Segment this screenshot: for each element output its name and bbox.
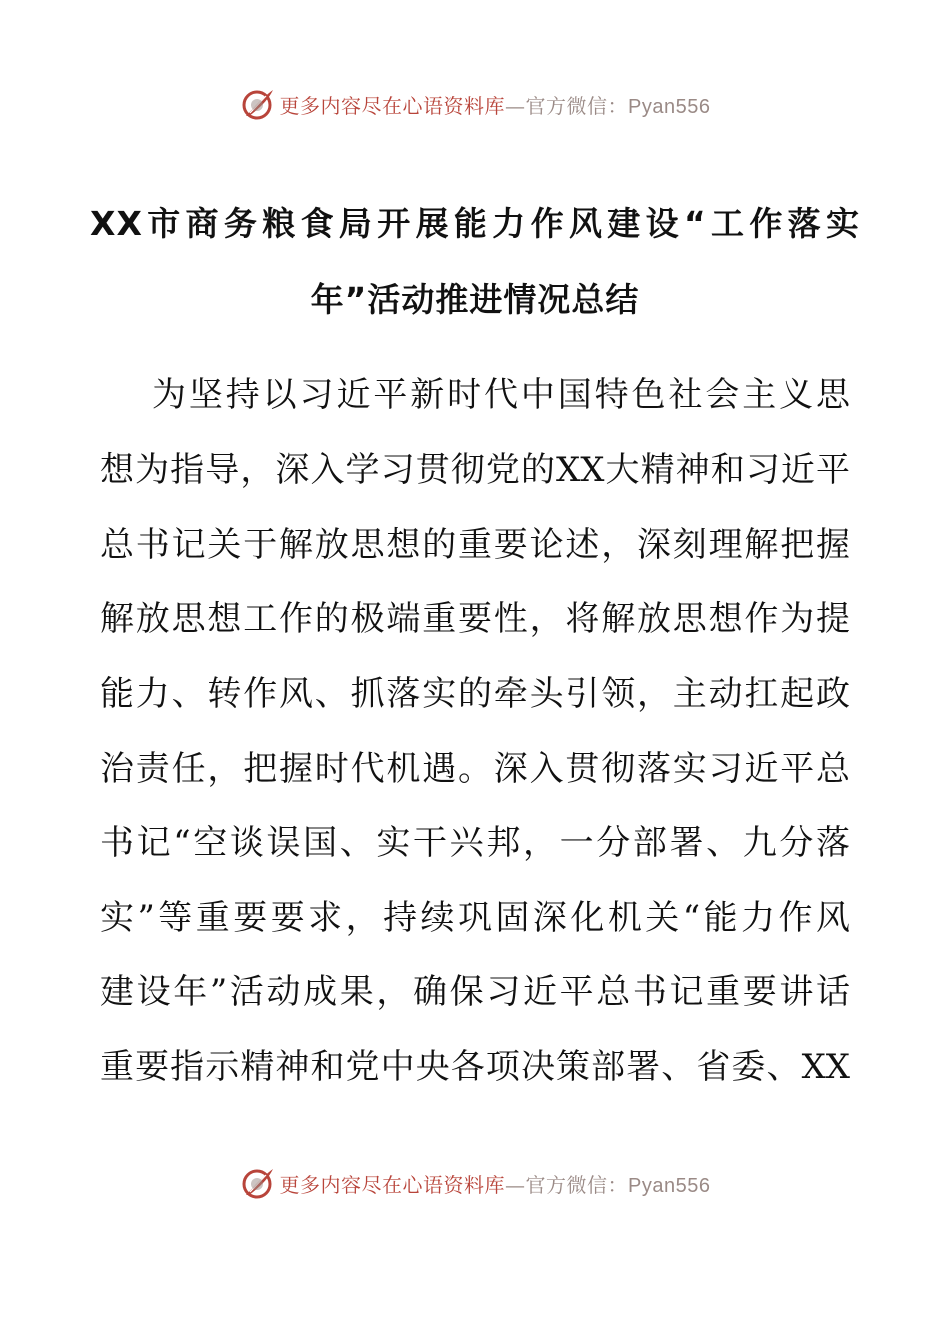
body-line-3: 总书记关于解放思想的重要论述，深刻理解把握: [100, 525, 850, 565]
watermark-banner-top: [0, 84, 950, 124]
body-line-7: 书记“空谈误国、实干兴邦，一分部署、九分落: [100, 823, 850, 863]
watermark-wechat-id: Pyan556: [628, 95, 711, 118]
watermark-wechat-id: Pyan556: [628, 1174, 711, 1197]
watermark-dash: —: [505, 93, 526, 118]
document-title-line-1: XX市商务粮食局开展能力作风建设“工作落实: [90, 204, 860, 243]
body-line-6: 治责任，把握时代机遇。深入贯彻落实习近平总: [100, 749, 850, 789]
watermark-wechat-label: 官方微信：: [525, 93, 629, 118]
body-line-9: 建设年”活动成果，确保习近平总书记重要讲话: [100, 972, 850, 1012]
watermark-site-name: 更多内容尽在心语资料库: [279, 93, 506, 118]
body-line-4: 解放思想工作的极端重要性，将解放思想作为提: [100, 599, 850, 639]
watermark-text: [280, 90, 711, 119]
body-line-8: 实”等重要要求，持续巩固深化机关“能力作风: [100, 898, 850, 938]
quill-pen-logo-icon: [240, 86, 276, 122]
body-line-1: 为坚持以习近平新时代中国特色社会主义思: [152, 375, 850, 415]
watermark-text: [280, 1169, 711, 1198]
body-line-5: 能力、转作风、抓落实的牵头引领，主动扛起政: [100, 674, 850, 714]
quill-pen-logo-icon: [240, 1165, 276, 1201]
body-line-2: 想为指导，深入学习贯彻党的XX大精神和习近平: [100, 450, 850, 490]
watermark-site-name: 更多内容尽在心语资料库: [279, 1172, 506, 1197]
body-line-10: 重要指示精神和党中央各项决策部署、省委、XX: [100, 1047, 850, 1087]
watermark-wechat-label: 官方微信：: [525, 1172, 629, 1197]
watermark-dash: —: [505, 1172, 526, 1197]
document-title-line-2: 年”活动推进情况总结: [310, 280, 640, 319]
watermark-banner-bottom: [0, 1163, 950, 1203]
